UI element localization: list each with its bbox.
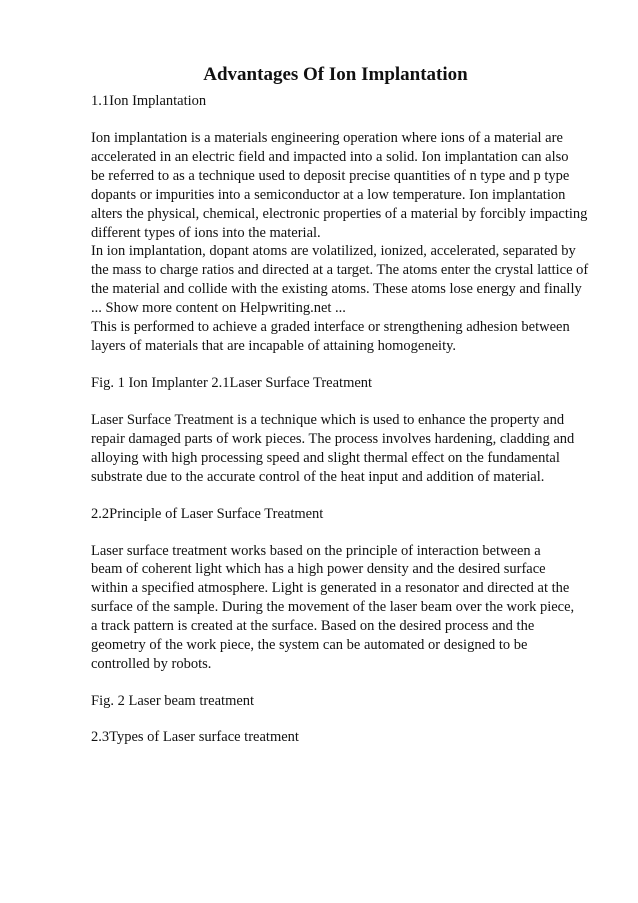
text-line: Ion implantation is a materials engineering operation where ions of a material are [91, 130, 563, 146]
text-line: within a specified atmosphere. Light is generated in a resonator and directed at the [91, 580, 570, 597]
text-line: repair damaged parts of work pieces. The process involves hardening, cladding and [91, 430, 575, 447]
text-line: a track pattern is created at the surface. Based on the desired process and the [91, 618, 535, 635]
text-line: the material and collide with the existing atoms. These atoms lose energy and finally [91, 281, 582, 298]
section-heading-types: 2.3Types of Laser surface treatment [91, 728, 299, 745]
show-more-link[interactable]: ... Show more content on Helpwriting.net ... [91, 300, 346, 317]
text-line: In ion implantation, dopant atoms are volatilized, ionized, accelerated, separated by [91, 243, 576, 260]
text-line: surface of the sample. During the movement of the laser beam over the work piece, [91, 599, 575, 616]
text-line: geometry of the work piece, the system can be automated or designed to be [91, 637, 528, 654]
text-line: substrate due to the accurate control of the heat input and addition of material. [91, 468, 545, 485]
text-line: be referred to as a technique used to deposit precise quantities of n type and p type [91, 167, 570, 184]
text-line: different types of ions into the material. [91, 224, 321, 241]
paragraph-ion-implantation [91, 129, 588, 356]
text-line: Laser surface treatment works based on the principle of interaction between a [91, 542, 541, 559]
text-line: accelerated in an electric field and impacted into a solid. Ion implantation can also [91, 148, 569, 165]
text-line: controlled by robots. [91, 655, 212, 672]
text-line: beam of coherent light which has a high power density and the desired surface [91, 561, 546, 578]
text-line: alloying with high processing speed and slight thermal effect on the fundamental [91, 449, 560, 466]
figure-caption-laser-beam: Fig. 2 Laser beam treatment [91, 692, 255, 709]
text-line: Laser Surface Treatment is a technique which is used to enhance the property and [91, 411, 565, 428]
document-title: Advantages Of Ion Implantation [203, 64, 468, 85]
text-line: the mass to charge ratios and directed at a target. The atoms enter the crystal lattice of [91, 262, 589, 279]
text-line: This is performed to achieve a graded interface or strengthening adhesion between [91, 319, 570, 336]
paragraph-laser-surface-treatment [91, 411, 588, 487]
text-line: layers of materials that are incapable of attaining homogeneity. [91, 337, 457, 354]
section-heading-principle: 2.2Principle of Laser Surface Treatment [91, 505, 324, 522]
text-line: alters the physical, chemical, electronic properties of a material by forcibly impacting [91, 205, 588, 222]
section-heading-laser-surface-treatment: Fig. 1 Ion Implanter 2.1Laser Surface Treatment [91, 374, 373, 391]
paragraph-principle [91, 542, 588, 674]
section-heading-ion-implantation: 1.1Ion Implantation [91, 93, 207, 109]
text-line: dopants or impurities into a semiconductor at a low temperature. Ion implantation [91, 186, 566, 203]
